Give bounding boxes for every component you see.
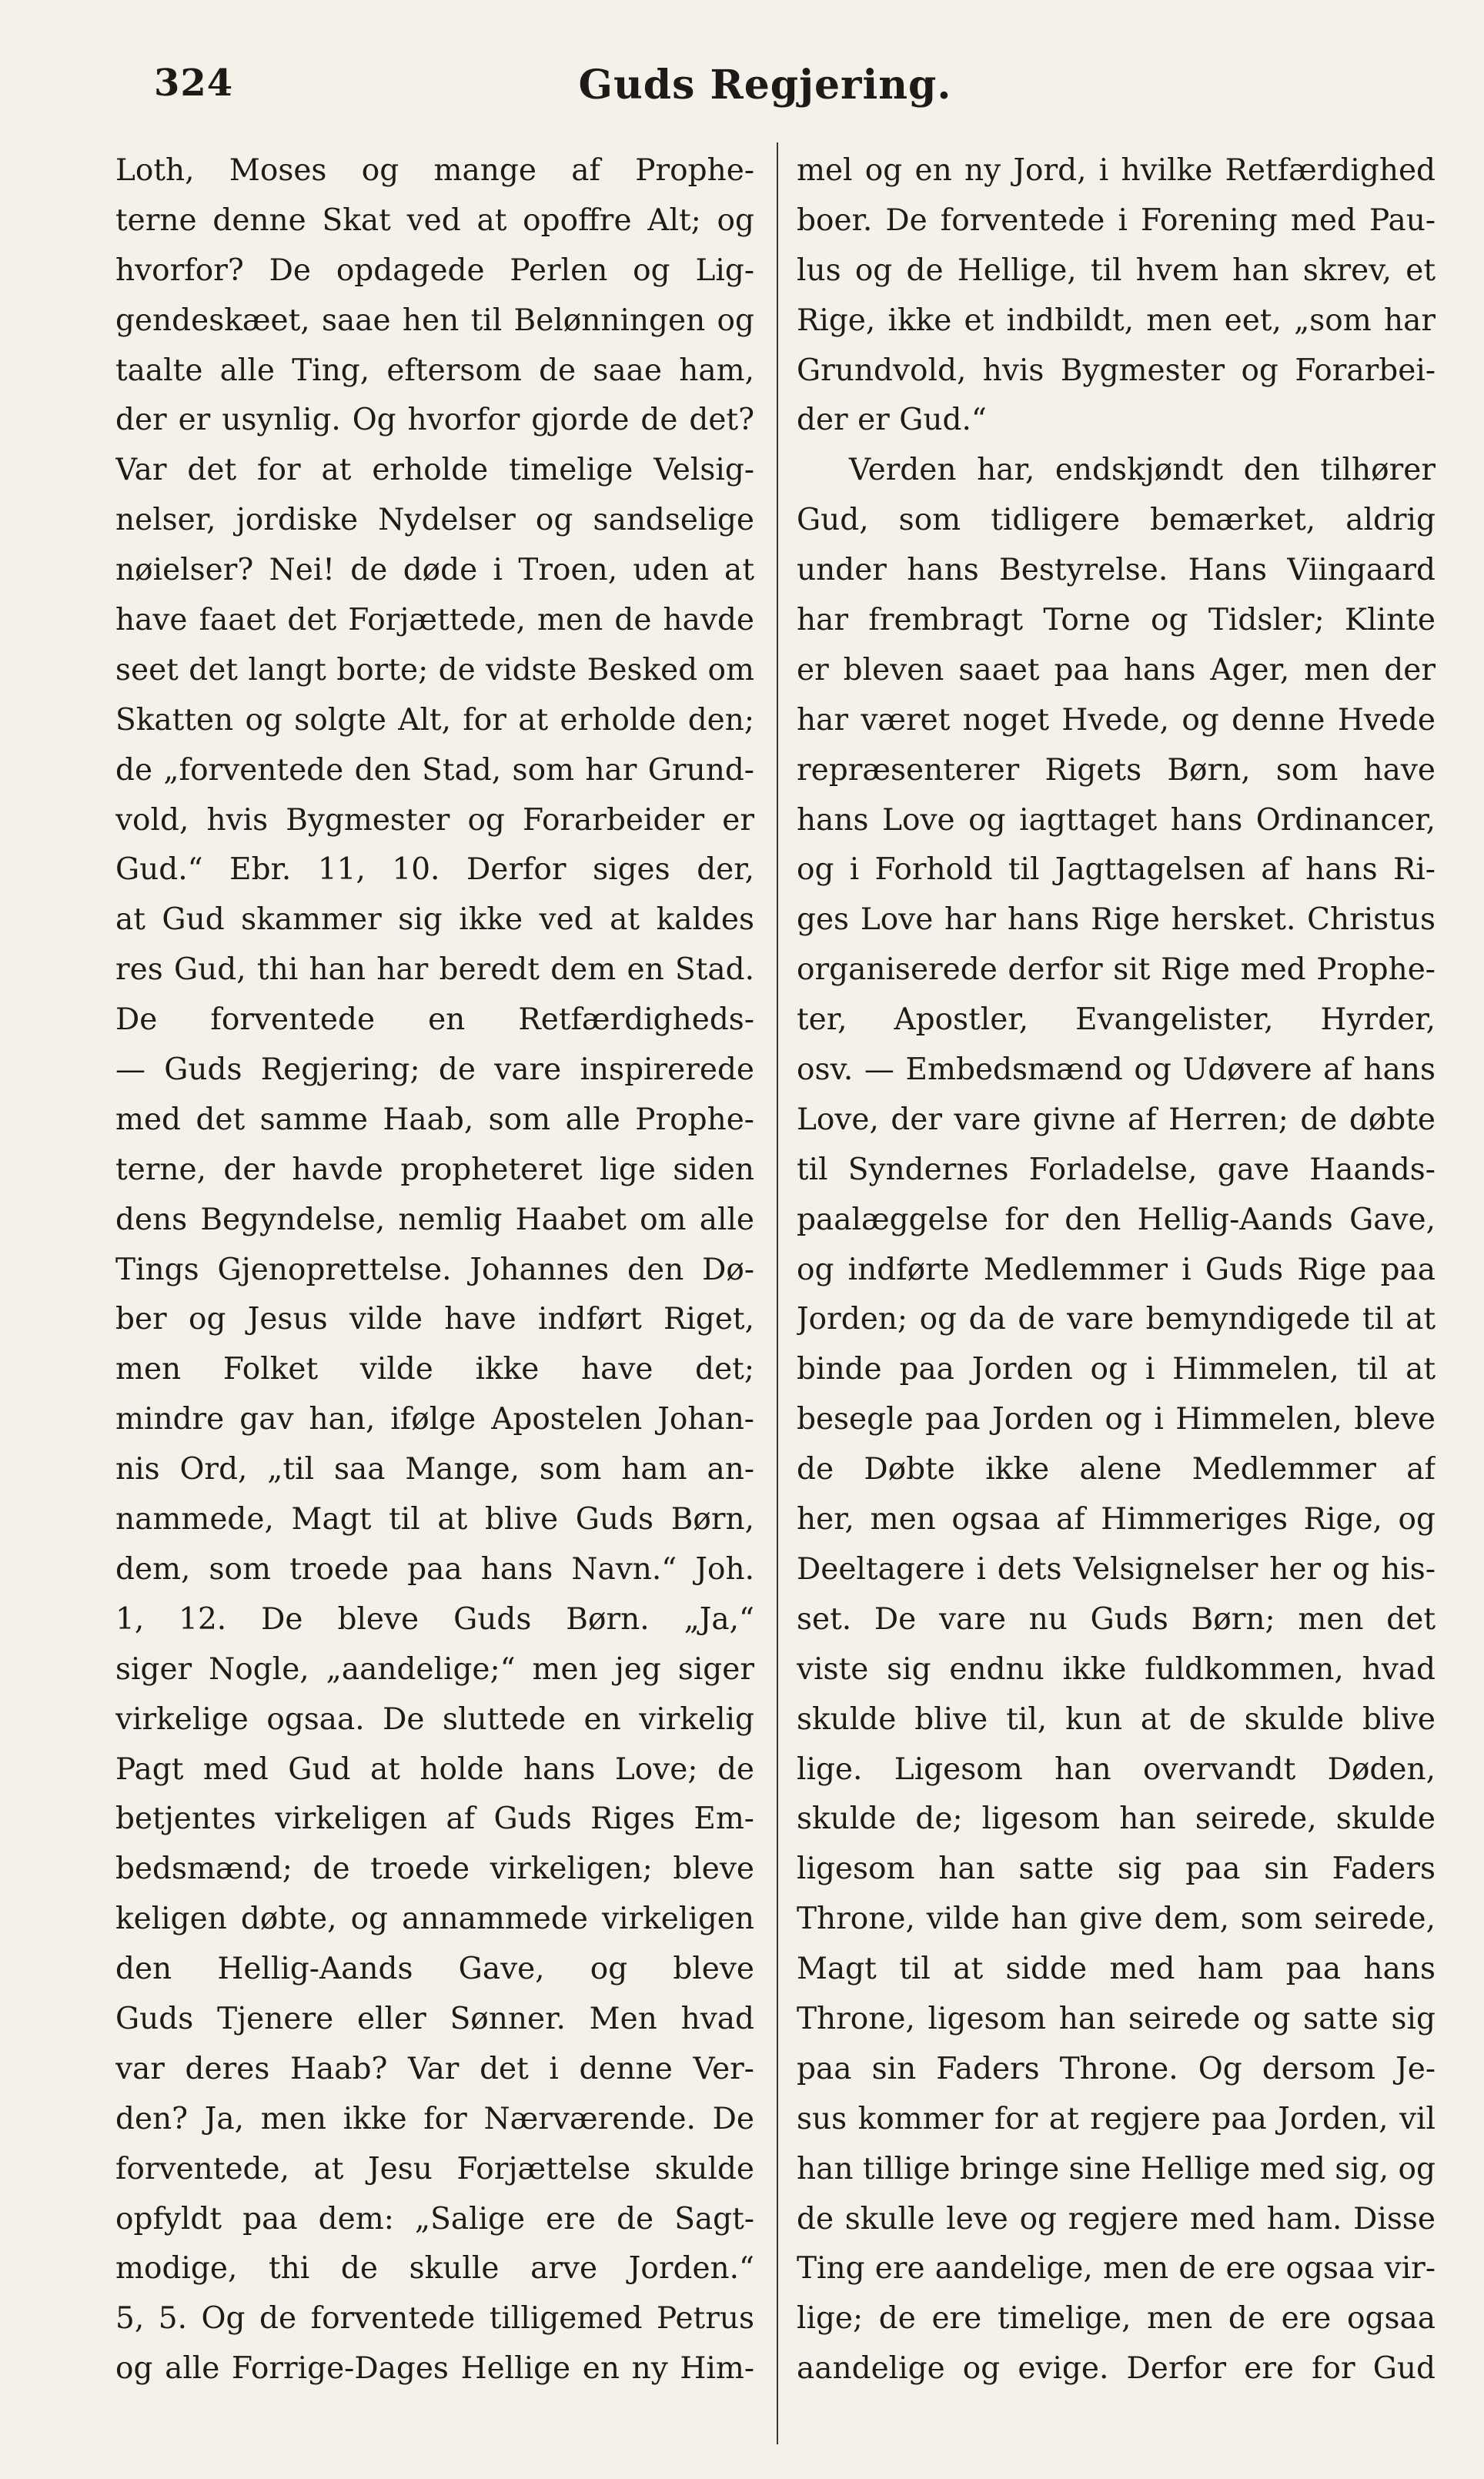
text-line: boer. De forventede i Forening med Pau- <box>797 202 1436 238</box>
text-line: repræsenterer Rigets Børn, som have <box>797 752 1436 788</box>
text-line: res Gud, thi han har beredt dem en Stad. <box>115 952 754 988</box>
text-line: lus og de Hellige, til hvem han skrev, et <box>797 253 1436 288</box>
text-line: skulde blive til, kun at de skulde blive <box>797 1701 1436 1737</box>
text-line: Pagt med Gud at holde hans Love; de <box>115 1751 754 1787</box>
text-line: de „forventede den Stad, som har Grund- <box>115 752 754 788</box>
text-line: Jorden; og da de vare bemyndigede til at <box>797 1302 1436 1337</box>
text-line: der er Gud.“ <box>797 403 987 438</box>
text-line: Verden har, endskjøndt den tilhører <box>849 453 1436 488</box>
text-line: Tings Gjenoprettelse. Johannes den Dø- <box>115 1252 754 1287</box>
text-line: paa sin Faders Throne. Og dersom Je- <box>797 2051 1436 2086</box>
text-line: dens Begyndelse, nemlig Haabet om alle <box>115 1202 754 1237</box>
text-line: organiserede derfor sit Rige med Prophe- <box>797 952 1436 988</box>
text-line: betjentes virkeligen af Guds Riges Em- <box>115 1802 754 1837</box>
text-line: Gud, som tidligere bemærket, aldrig <box>797 503 1436 538</box>
text-line: Throne, ligesom han seirede og satte sig <box>797 2001 1436 2036</box>
text-line: seet det langt borte; de vidste Besked om <box>115 652 754 687</box>
text-line: lige. Ligesom han overvandt Døden, <box>797 1751 1436 1787</box>
text-line: under hans Bestyrelse. Hans Viingaard <box>797 553 1436 588</box>
text-line: mindre gav han, ifølge Apostelen Johan- <box>115 1402 754 1437</box>
running-title: Guds Regjering. <box>578 62 952 109</box>
text-line: dem, som troede paa hans Navn.“ Joh. <box>115 1551 754 1587</box>
text-line: nammede, Magt til at blive Guds Børn, <box>115 1502 754 1537</box>
text-line: og indførte Medlemmer i Guds Rige paa <box>797 1252 1436 1287</box>
text-line: her, men ogsaa af Himmeriges Rige, og <box>797 1502 1436 1537</box>
text-line: binde paa Jorden og i Himmelen, til at <box>797 1352 1436 1387</box>
text-line: hvorfor? De opdagede Perlen og Lig- <box>115 253 754 288</box>
text-line: og alle Forrige-Dages Hellige en ny Him- <box>115 2351 754 2387</box>
text-line: skulde de; ligesom han seirede, skulde <box>797 1802 1436 1837</box>
text-line: modige, thi de skulle arve Jorden.“ <box>115 2251 754 2287</box>
text-line: mel og en ny Jord, i hvilke Retfærdighed <box>797 153 1436 188</box>
text-line: Var det for at erholde timelige Velsig- <box>115 453 754 488</box>
text-line: at Gud skammer sig ikke ved at kaldes <box>115 902 754 938</box>
text-line: virkelige ogsaa. De sluttede en virkelig <box>115 1701 754 1737</box>
text-line: 1, 12. De bleve Guds Børn. „Ja,“ <box>115 1601 754 1637</box>
text-line: var deres Haab? Var det i denne Ver- <box>115 2051 754 2086</box>
text-line: har frembragt Torne og Tidsler; Klinte <box>797 603 1436 638</box>
text-line: nis Ord, „til saa Mange, som ham an- <box>115 1452 754 1487</box>
text-line: siger Nogle, „aandelige;“ men jeg siger <box>115 1651 754 1687</box>
text-line: terne denne Skat ved at opoffre Alt; og <box>115 202 754 238</box>
text-line: taalte alle Ting, eftersom de saae ham, <box>115 353 754 388</box>
text-line: De forventede en Retfærdigheds- <box>115 1002 754 1038</box>
text-line: ligesom han satte sig paa sin Faders <box>797 1852 1436 1887</box>
text-line: hans Love og iagttaget hans Ordinancer, <box>797 802 1436 838</box>
text-line: de skulle leve og regjere med ham. Disse <box>797 2201 1436 2236</box>
text-line: Deeltagere i dets Velsignelser her og his- <box>797 1551 1436 1587</box>
right-text-column <box>797 146 1436 2394</box>
text-line: nelser, jordiske Nydelser og sandselige <box>115 503 754 538</box>
text-line: — Guds Regjering; de vare inspirerede <box>115 1052 754 1088</box>
text-line: osv. — Embedsmænd og Udøvere af hans <box>797 1052 1436 1088</box>
text-line: ges Love har hans Rige hersket. Christus <box>797 902 1436 938</box>
text-line: opfyldt paa dem: „Salige ere de Sagt- <box>115 2201 754 2236</box>
text-line: ter, Apostler, Evangelister, Hyrder, <box>797 1002 1436 1038</box>
text-line: Loth, Moses og mange af Prophe- <box>115 153 754 188</box>
text-line: sus kommer for at regjere paa Jorden, vil <box>797 2101 1436 2136</box>
text-line: de Døbte ikke alene Medlemmer af <box>797 1452 1436 1487</box>
text-line: vold, hvis Bygmester og Forarbeider er <box>115 802 754 838</box>
text-line: have faaet det Forjættede, men de havde <box>115 603 754 638</box>
text-line: og i Forhold til Jagttagelsen af hans Ri- <box>797 852 1436 888</box>
text-line: Skatten og solgte Alt, for at erholde den; <box>115 702 754 738</box>
text-line: 5, 5. Og de forventede tilligemed Petrus <box>115 2301 754 2337</box>
column-divider <box>777 142 778 2444</box>
text-line: lige; de ere timelige, men de ere ogsaa <box>797 2301 1436 2337</box>
text-line: men Folket vilde ikke have det; <box>115 1352 754 1387</box>
text-line: er bleven saaet paa hans Ager, men der <box>797 652 1436 687</box>
text-line: ber og Jesus vilde have indført Riget, <box>115 1302 754 1337</box>
text-line: besegle paa Jorden og i Himmelen, bleve <box>797 1402 1436 1437</box>
text-line: terne, der havde propheteret lige siden <box>115 1152 754 1187</box>
text-line: Grundvold, hvis Bygmester og Forarbei- <box>797 353 1436 388</box>
text-line: han tillige bringe sine Hellige med sig, og <box>797 2151 1436 2186</box>
text-line: gendeskæet, saae hen til Belønningen og <box>115 303 754 338</box>
page-number: 324 <box>154 62 234 105</box>
text-line: paalæggelse for den Hellig-Aands Gave, <box>797 1202 1436 1237</box>
text-line: den? Ja, men ikke for Nærværende. De <box>115 2101 754 2136</box>
text-line: aandelige og evige. Derfor ere for Gud <box>797 2351 1436 2387</box>
text-line: viste sig endnu ikke fuldkommen, hvad <box>797 1651 1436 1687</box>
text-line: Throne, vilde han give dem, som seirede, <box>797 1902 1436 1937</box>
text-line: set. De vare nu Guds Børn; men det <box>797 1601 1436 1637</box>
text-line: Guds Tjenere eller Sønner. Men hvad <box>115 2001 754 2036</box>
text-line: Magt til at sidde med ham paa hans <box>797 1952 1436 1987</box>
text-line: Ting ere aandelige, men de ere ogsaa vir- <box>797 2251 1436 2287</box>
left-text-column <box>115 146 754 2394</box>
text-line: Gud.“ Ebr. 11, 10. Derfor siges der, <box>115 852 754 888</box>
text-line: der er usynlig. Og hvorfor gjorde de det? <box>115 403 754 438</box>
text-line: til Syndernes Forladelse, gave Haands- <box>797 1152 1436 1187</box>
text-line: keligen døbte, og annammede virkeligen <box>115 1902 754 1937</box>
text-line: forventede, at Jesu Forjættelse skulde <box>115 2151 754 2186</box>
text-line: den Hellig-Aands Gave, og bleve <box>115 1952 754 1987</box>
text-line: Rige, ikke et indbildt, men eet, „som har <box>797 303 1436 338</box>
page-header <box>115 62 1415 131</box>
text-line: bedsmænd; de troede virkeligen; bleve <box>115 1852 754 1887</box>
text-line: Love, der vare givne af Herren; de døbte <box>797 1102 1436 1137</box>
text-line: har været noget Hvede, og denne Hvede <box>797 702 1436 738</box>
text-line: med det samme Haab, som alle Prophe- <box>115 1102 754 1137</box>
text-line: nøielser? Nei! de døde i Troen, uden at <box>115 553 754 588</box>
